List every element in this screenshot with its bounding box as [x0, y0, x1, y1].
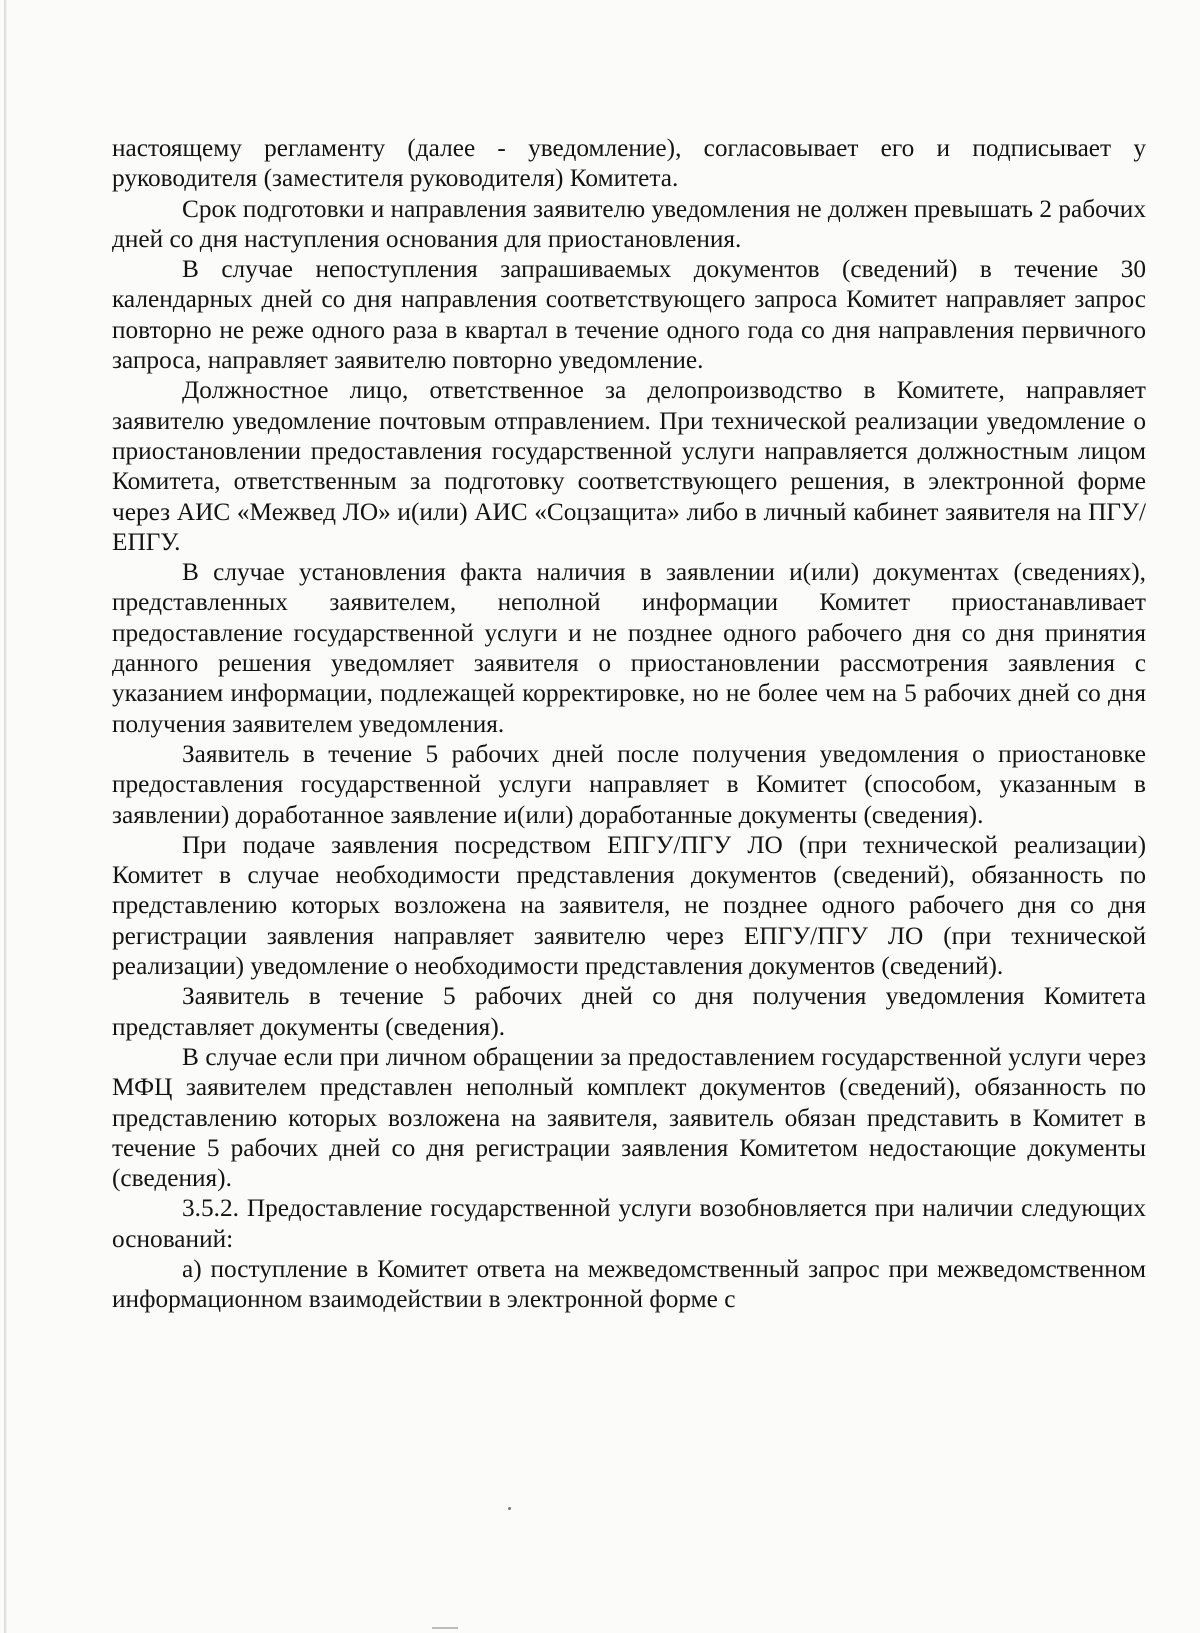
paragraph-8: Заявитель в течение 5 рабочих дней со дня получения уведомления Комитета представляет документы (сведения). — [112, 982, 1146, 1041]
paragraph-11: а) поступление в Комитет ответа на межведомственный запрос при межведомственном информационном взаимодействии в электронной форме с — [112, 1254, 1146, 1314]
paragraph-3: В случае непоступления запрашиваемых документов (сведений) в течение 30 календарных дней со дня направления соответствующего запроса Комитет направляет запрос повторно не реже одного раза в квартал в течение одного года со дня направления первичного запроса, направляет заявителю повторно уведомление. — [112, 255, 1146, 375]
paragraph-5: В случае установления факта наличия в заявлении и(или) документах (сведениях), представленных заявителем, неполной информации Комитет приостанавливает предоставление государственной услуги и не позднее одного рабочего дня со дня принятия данного решения уведомляет заявителя о приостановлении рассмотрения заявления с указанием информации, подлежащей корректировке, но не более чем на 5 рабочих дней со дня получения заявителем уведомления. — [112, 558, 1146, 738]
paragraph-1: настоящему регламенту (далее - уведомление), согласовывает его и подписывает у руководителя (заместителя руководителя) Комитета. — [112, 134, 1146, 193]
scan-edge-shadow — [4, 0, 7, 1633]
paragraph-2: Срок подготовки и направления заявителю уведомления не должен превышать 2 рабочих дней со дня наступления основания для приостановления. — [112, 194, 1146, 253]
paragraph-4: Должностное лицо, ответственное за делопроизводство в Комитете, направляет заявителю уведомление почтовым отправлением. При технической реализации уведомление о приостановлении предоставления государственной услуги направляется должностным лицом Комитета, ответственным за подготовку соответствующего решения, в электронной форме через АИС «Межвед ЛО» и(или) АИС «Соцзащита» либо в личный кабинет заявителя на ПГУ/ЕПГУ. — [112, 376, 1146, 556]
paragraph-9: В случае если при личном обращении за предоставлением государственной услуги через МФЦ заявителем представлен неполный комплект документов (сведений), обязанность по представлению которых возложена на заявителя, заявитель обязан представить в Комитет в течение 5 рабочих дней со дня регистрации заявления Комитетом недостающие документы (сведения). — [112, 1042, 1146, 1193]
scan-bottom-mark — [432, 1627, 458, 1629]
scan-speck — [508, 1507, 511, 1510]
document-body — [112, 133, 1146, 1315]
paragraph-6: Заявитель в течение 5 рабочих дней после получения уведомления о приостановке предоставления государственной услуги направляет в Комитет (способом, указанным в заявлении) доработанное заявление и(или) доработанные документы (сведения). — [112, 739, 1146, 829]
paragraph-7: При подаче заявления посредством ЕПГУ/ПГУ ЛО (при технической реализации) Комитет в случае необходимости представления документов (сведений), обязанность по представлению которых возложена на заявителя, не позднее одного рабочего дня со дня регистрации заявления направляет заявителю через ЕПГУ/ПГУ ЛО (при технической реализации) уведомление о необходимости представления документов (сведений). — [112, 830, 1146, 981]
paragraph-10: 3.5.2. Предоставление государственной услуги возобновляется при наличии следующих оснований: — [112, 1194, 1146, 1253]
